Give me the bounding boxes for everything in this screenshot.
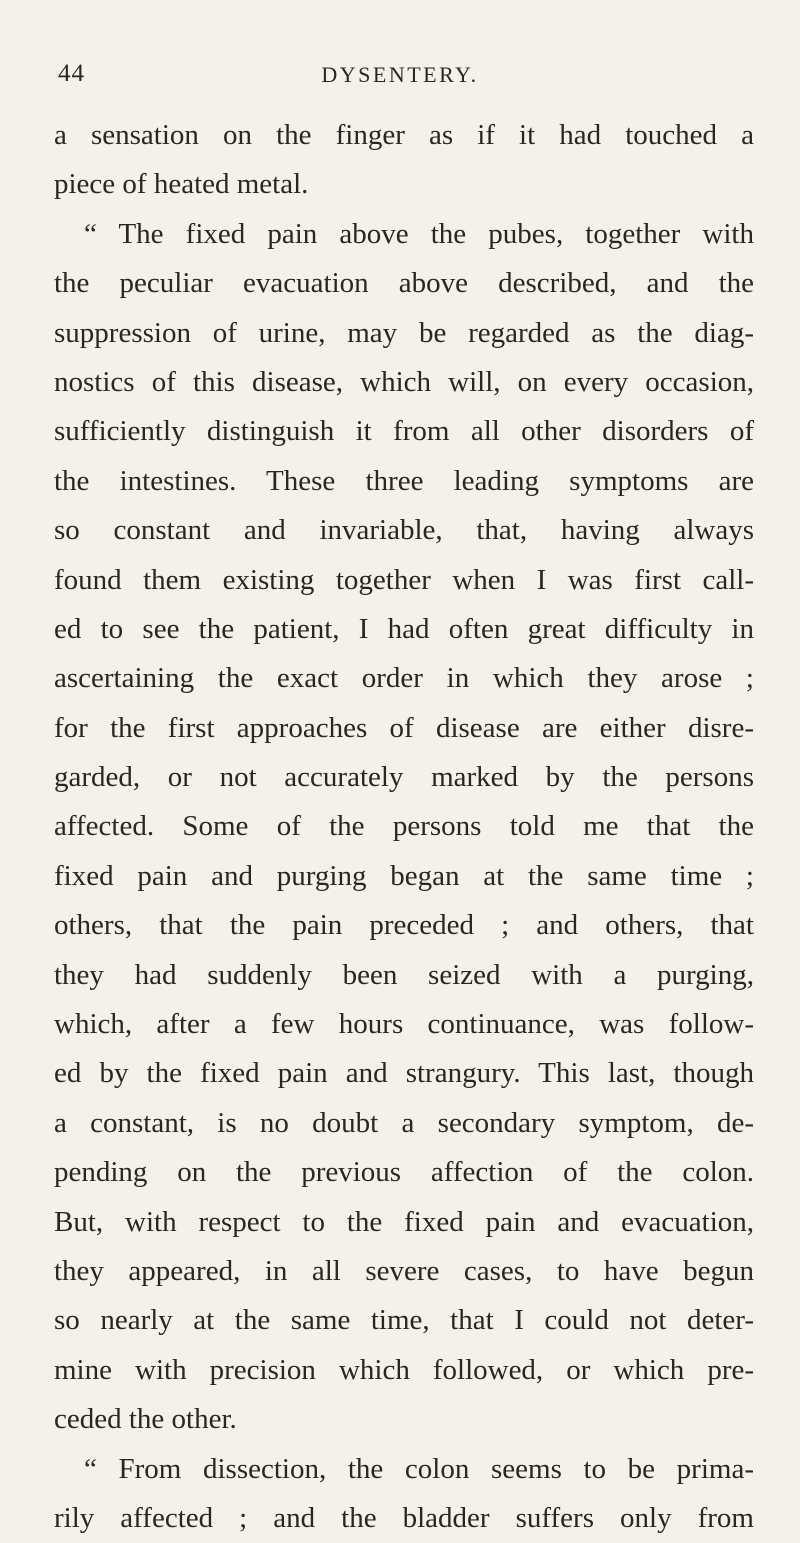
text-line: a constant, is no doubt a secondary symptom, de- xyxy=(54,1106,754,1139)
text-line: But, with respect to the fixed pain and evacuation, xyxy=(54,1205,754,1238)
text-line: fixed pain and purging began at the same time ; xyxy=(54,859,754,892)
text-line: piece of heated metal. xyxy=(54,168,309,201)
text-line: found them existing together when I was first call- xyxy=(54,563,754,596)
text-line: “ The fixed pain above the pubes, together with xyxy=(84,217,754,250)
text-line: the intestines. These three leading symptoms are xyxy=(54,464,754,497)
text-line: the peculiar evacuation above described, and the xyxy=(54,267,754,300)
text-line: ed to see the patient, I had often great difficulty in xyxy=(54,612,754,645)
text-line: mine with precision which followed, or which pre- xyxy=(54,1353,754,1386)
running-head xyxy=(0,60,800,100)
text-line: sufficiently distinguish it from all other disorders of xyxy=(54,415,754,448)
text-line: ascertaining the exact order in which they arose ; xyxy=(54,662,754,695)
text-line: so nearly at the same time, that I could not deter- xyxy=(54,1304,754,1337)
text-line: pending on the previous affection of the colon. xyxy=(54,1156,754,1189)
text-line: ed by the fixed pain and strangury. This last, though xyxy=(54,1057,754,1090)
body-text xyxy=(54,111,754,1543)
text-line: others, that the pain preceded ; and others, that xyxy=(54,909,754,942)
text-line: a sensation on the finger as if it had touched a xyxy=(54,119,754,151)
text-line: “ From dissection, the colon seems to be prima- xyxy=(84,1452,754,1485)
text-line: for the first approaches of disease are either disre- xyxy=(54,711,754,744)
text-line: nostics of this disease, which will, on every occasion, xyxy=(54,365,754,398)
text-line: affected. Some of the persons told me that the xyxy=(54,810,754,843)
running-title: DYSENTERY. xyxy=(321,62,479,87)
text-line: garded, or not accurately marked by the persons xyxy=(54,761,754,794)
text-line: ceded the other. xyxy=(54,1403,237,1436)
page-number: 44 xyxy=(58,60,85,87)
text-line: so constant and invariable, that, having always xyxy=(54,514,754,547)
text-line: suppression of urine, may be regarded as the diag- xyxy=(54,316,754,349)
text-line: they had suddenly been seized with a purging, xyxy=(54,958,754,991)
text-line: which, after a few hours continuance, was follow- xyxy=(54,1008,754,1041)
text-line: they appeared, in all severe cases, to have begun xyxy=(54,1254,754,1287)
text-line: rily affected ; and the bladder suffers only from xyxy=(54,1501,754,1534)
